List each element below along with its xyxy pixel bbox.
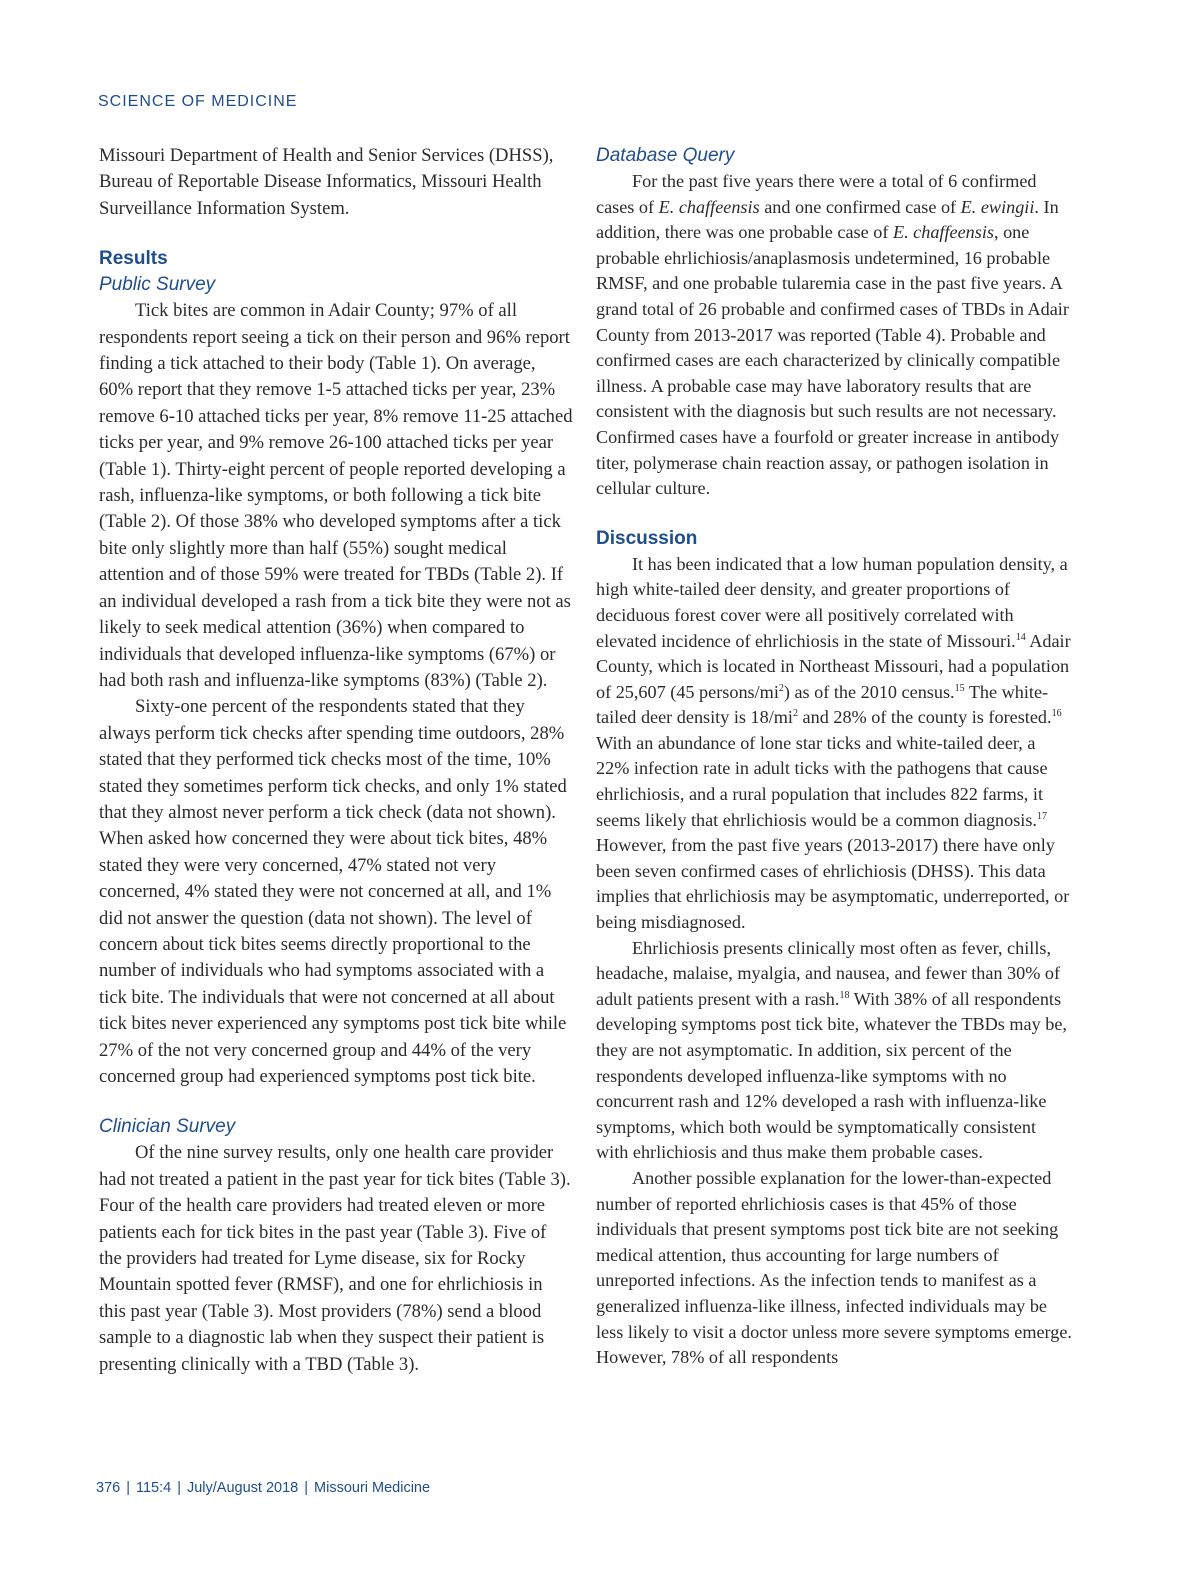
page-number: 376: [96, 1480, 121, 1496]
database-query-paragraph: [596, 169, 1072, 502]
issue-date: July/August 2018: [186, 1480, 299, 1496]
db-text-2: and one confirmed case of: [759, 196, 961, 217]
reference-14: 14: [1015, 631, 1026, 643]
d1-text-b: Adair County, which is located in Northeast Missouri, had a population of 25,607 (45 persons/mi: [596, 630, 1071, 702]
reference-17: 17: [1036, 810, 1047, 822]
running-head: SCIENCE OF MEDICINE: [98, 93, 298, 110]
d1-text-g: However, from the past five years (2013-2017) there have only been seven confirmed cases of ehrlichiosis (DHSS). This data implies that ehrlichiosis may be asymptomatic, underreported, or being misdiagnosed.: [596, 835, 1070, 933]
left-column: [99, 143, 573, 1378]
page-footer: [96, 1480, 430, 1496]
species-name: E. chaffeensis: [658, 196, 760, 217]
public-survey-paragraph-1: Tick bites are common in Adair County; 97% of all respondents report seeing a tick on their person and 96% report finding a tick attached to their body (Table 1). On average, 60% report that they remove 1-5 attached ticks per year, 23% remove 6-10 attached ticks per year, 8% remove 11-25 attached ticks per year, and 9% remove 26-100 attached ticks per year (Table 1). Thirty-eight percent of people reported developing a rash, influenza-like symptoms, or both following a tick bite (Table 2). Of those 38% who developed symptoms after a tick bite only slightly more than half (55%) sought medical attention and of those 59% were treated for TBDs (Table 2). If an individual developed a rash from a tick bite they were not as likely to seek medical attention (36%) when compared to individuals that developed influenza-like symptoms (67%) or had both rash and influenza-like symptoms (83%) (Table 2).: [99, 300, 573, 691]
d2-text-a: Ehrlichiosis presents clinically most often as fever, chills, headache, malaise, myalgia, and nausea, and fewer than 30% of adult patients present with a rash.: [596, 937, 1061, 1009]
d1-text-e: and 28% of the county is forested.: [798, 707, 1052, 728]
reference-15: 15: [954, 682, 965, 694]
d1-text-d: The white-tailed deer density is 18/mi: [596, 681, 1049, 728]
issue-number: 115:4: [135, 1480, 172, 1496]
journal-name: Missouri Medicine: [314, 1480, 431, 1496]
d1-text-f: With an abundance of lone star ticks and white-tailed deer, a 22% infection rate in adult ticks with the pathogens that cause ehrlichiosis, and a rural population that includes 822 farms, it seems likely that ehrlichiosis would be a common diagnosis.: [596, 732, 1048, 830]
clinician-survey-heading: Clinician Survey: [99, 1116, 236, 1138]
intro-paragraph: Missouri Department of Health and Senior Services (DHSS), Bureau of Reportable Disease Informatics, Missouri Health Surveillance Information System.: [99, 145, 554, 219]
public-survey-paragraph-2: Sixty-one percent of the respondents stated that they always perform tick checks after spending time outdoors, 28% stated that they performed tick checks most of the time, 10% stated they sometimes perform tick checks, and only 1% stated that they almost never perform a tick check (data not shown). When asked how concerned they were about tick bites, 48% stated they were very concerned, 47% stated not very concerned, 4% stated they were not concerned at all, and 1% did not answer the question (data not shown). The level of concern about tick bites seems directly proportional to the number of individuals who had symptoms associated with a tick bite. The individuals that were not concerned at all about tick bites never experienced any symptoms post tick bite while 27% of the not very concerned group and 44% of the very concerned group had experienced symptoms post tick bite.: [99, 696, 567, 1087]
public-survey-heading: Public Survey: [99, 274, 216, 296]
database-query-heading: Database Query: [596, 145, 735, 166]
discussion-heading: Discussion: [596, 527, 698, 549]
d1-text-c: ) as of the 2010 census.: [783, 681, 955, 702]
db-text-4: , one probable ehrlichiosis/anaplasmosis undetermined, 16 probable RMSF, and one probable tularemia case in the past five years. A grand total of 26 probable and confirmed cases of TBDs in Adair County from 2013-2017 was reported (Table 4). Probable and confirmed cases are each characterized by clinically compatible illness. A probable case may have laboratory results that are consistent with the diagnosis but such results are not necessary. Confirmed cases have a fourfold or greater increase in antibody titer, polymerase chain reaction assay, or pathogen isolation in cellular culture.: [596, 222, 1069, 499]
clinician-survey-paragraph: Of the nine survey results, only one health care provider had not treated a patient in the past year for tick bites (Table 3). Four of the health care providers had treated eleven or more patients each for tick bites in the past year (Table 3). Five of the providers had treated for Lyme disease, six for Rocky Mountain spotted fever (RMSF), and one for ehrlichiosis in this past year (Table 3). Most providers (78%) send a blood sample to a diagnostic lab when they suspect their patient is presenting clinically with a TBD (Table 3).: [99, 1142, 571, 1375]
right-column: [596, 143, 1072, 1371]
species-name: E. ewingii: [960, 196, 1035, 217]
species-name: E. chaffeensis: [892, 222, 994, 243]
d1-text-a: It has been indicated that a low human population density, a high white-tailed deer density, and greater proportions of deciduous forest cover were all positively correlated with elevated incidence of ehrlichiosis in the state of Missouri.: [596, 553, 1068, 651]
d2-text-b: With 38% of all respondents developing symptoms post tick bite, whatever the TBDs may be, they are not asymptomatic. In addition, six percent of the respondents developed influenza-like symptoms with no concurrent rash and 12% developed a rash with influenza-like symptoms, which both would be symptomatically consistent with ehrlichiosis and thus make them probable cases.: [596, 988, 1067, 1163]
reference-18: 18: [839, 989, 850, 1001]
db-text-3: . In addition, there was one probable case of: [596, 196, 1059, 243]
db-text-1: For the past five years there were a total of 6 confirmed cases of: [596, 171, 1037, 217]
footer-separator: |: [177, 1480, 181, 1496]
results-heading: Results: [99, 248, 168, 270]
reference-16: 16: [1051, 708, 1062, 720]
footer-separator: |: [304, 1480, 309, 1496]
footer-separator: |: [126, 1480, 130, 1496]
superscript-squared: 2: [793, 708, 798, 720]
discussion-paragraph-3: Another possible explanation for the lower-than-expected number of reported ehrlichiosis cases is that 45% of those individuals that present symptoms post tick bite are not seeking medical attention, thus accounting for large numbers of unreported infections. As the infection tends to manifest as a generalized influenza-like illness, infected individuals may be less likely to visit a doctor unless more severe symptoms emerge. However, 78% of all respondents: [596, 1167, 1072, 1368]
superscript-squared: 2: [778, 682, 784, 694]
discussion-paragraph-2: [596, 936, 1072, 1166]
discussion-paragraph-1: [596, 552, 1072, 936]
